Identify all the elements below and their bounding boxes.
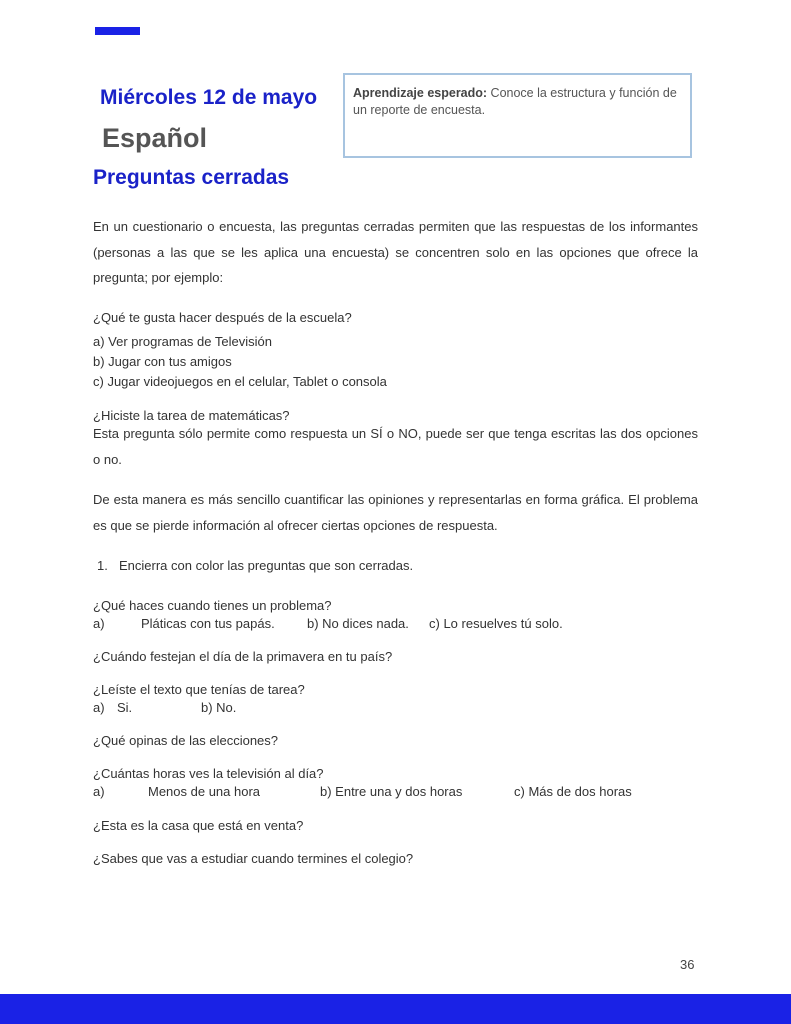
option-text: Si. [117,700,133,715]
question-text: ¿Qué opinas de las elecciones? [93,733,279,748]
example-option: c) Jugar videojuegos en el celular, Tablet o consola [93,374,387,389]
option-letter: a) [93,616,105,631]
option-text: Pláticas con tus papás. [141,616,275,631]
example-question: ¿Qué te gusta hacer después de la escuela? [93,310,352,325]
question-text: ¿Qué haces cuando tienes un problema? [93,598,332,613]
question-options [93,699,693,717]
subject-title: Español [102,123,208,153]
option-letter: a) [93,784,105,799]
option-text: b) No dices nada. [307,616,409,631]
intro-paragraph: En un cuestionario o encuesta, las preguntas cerradas permiten que las respuestas de los informantes (personas a las que se les aplica una encuesta) se concentren solo en las opciones que ofrece la pregunta; por ejemplo: [93,219,698,285]
example-question: ¿Hiciste la tarea de matemáticas? [93,408,290,423]
example-option: a) Ver programas de Televisión [93,334,272,349]
question-options [93,783,693,801]
learning-goal-label: Aprendizaje esperado: [353,86,488,100]
example-explanation: Esta pregunta sólo permite como respuesta un SÍ o NO, puede ser que tenga escritas las dos opciones o no. [93,426,698,467]
option-text: b) Entre una y dos horas [320,784,463,799]
learning-goal-box [343,73,692,158]
question-text: ¿Cuántas horas ves la televisión al día? [93,766,324,781]
question-text: ¿Esta es la casa que está en venta? [93,818,304,833]
question-text: ¿Sabes que vas a estudiar cuando termines el colegio? [93,851,414,866]
activity-instruction: Encierra con color las preguntas que son cerradas. [119,558,414,573]
example-option: b) Jugar con tus amigos [93,354,232,369]
question-text: ¿Cuándo festejan el día de la primavera en tu país? [93,649,393,664]
lesson-heading: Preguntas cerradas [93,166,290,189]
option-text: c) Lo resuelves tú solo. [429,616,563,631]
summary-paragraph: De esta manera es más sencillo cuantificar las opiniones y representarlas en forma gráfica. El problema es que se pierde información al ofrecer ciertas opciones de respuesta. [93,492,698,533]
option-text: b) No. [201,700,237,715]
top-accent-bar [95,27,140,35]
page-number: 36 [680,957,695,972]
question-text: ¿Leíste el texto que tenías de tarea? [93,682,305,697]
activity-number: 1. [97,558,108,573]
footer-bar [0,994,791,1024]
question-options [93,615,693,633]
learning-goal-text: Conoce la estructura y función de un reporte de encuesta. [353,86,677,117]
lesson-date: Miércoles 12 de mayo [100,86,318,109]
option-letter: a) [93,700,105,715]
option-text: c) Más de dos horas [514,784,632,799]
option-text: Menos de una hora [148,784,261,799]
